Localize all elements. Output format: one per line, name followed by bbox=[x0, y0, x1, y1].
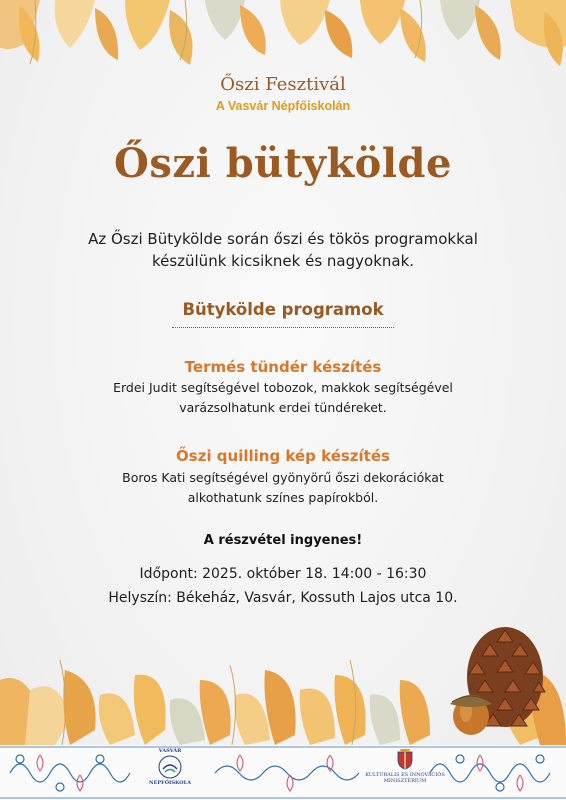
program-desc-1-line-1: Erdei Judit segítségével tobozok, makkok segítségével bbox=[113, 380, 453, 395]
logo-right-line-2: MINISZTÉRIUM bbox=[383, 778, 427, 784]
vasvar-nepfoiskola-logo bbox=[145, 748, 195, 794]
program-desc-2-line-1: Boros Kati segítségével gyönyörű őszi dekorációkat bbox=[122, 470, 444, 485]
footer bbox=[0, 745, 566, 800]
folk-ornament-icon bbox=[0, 745, 566, 800]
intro-line-1: Az Őszi Bütykölde során őszi és tökös programokkal bbox=[88, 230, 478, 248]
program-desc-2 bbox=[40, 468, 526, 507]
logo-emblem-icon bbox=[158, 755, 182, 779]
event-location: Helyszín: Békeház, Vasvár, Kossuth Lajos utca 10. bbox=[108, 590, 458, 606]
event-time: Időpont: 2025. október 18. 14:00 - 16:30 bbox=[139, 566, 427, 582]
ministry-logo bbox=[360, 748, 450, 794]
festival-title: Őszi Fesztivál bbox=[220, 74, 346, 95]
program-desc-2-line-2: alkothatunk színes papírokból. bbox=[187, 489, 379, 505]
logo-right-line-1: KULTURÁLIS ÉS INNOVÁCIÓS bbox=[365, 772, 445, 778]
autumn-leaves-top-icon bbox=[0, 0, 566, 70]
coat-of-arms-icon bbox=[396, 748, 414, 770]
programs-section-title: Bütykölde programok bbox=[182, 300, 384, 319]
program-title-1: Termés tündér készítés bbox=[184, 358, 382, 376]
intro-text bbox=[40, 228, 526, 272]
page-title: Őszi bütykölde bbox=[114, 140, 452, 187]
acorn-icon bbox=[446, 682, 496, 737]
intro-line-2: készülünk kicsiknek és nagyoknak. bbox=[151, 252, 415, 270]
free-entry-notice: A részvétel ingyenes! bbox=[203, 533, 363, 548]
logo-left-line-2: NÉPFŐISKOLA bbox=[149, 780, 191, 786]
festival-subtitle: A Vasvár Népfőiskolán bbox=[215, 99, 351, 113]
logo-left-line-1: VASVÁR bbox=[158, 748, 182, 754]
program-title-2: Őszi quilling kép készítés bbox=[176, 447, 390, 465]
program-desc-1-line-2: varázsolhatunk erdei tündéreket. bbox=[179, 399, 387, 415]
section-divider bbox=[172, 327, 394, 328]
program-desc-1 bbox=[40, 378, 526, 417]
